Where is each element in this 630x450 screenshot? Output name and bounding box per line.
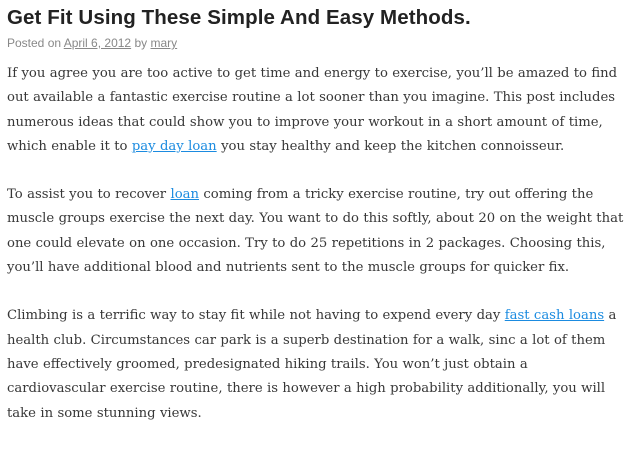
paragraph-2: [7, 183, 625, 280]
post-meta: [7, 35, 625, 51]
paragraph-text: Climbing is a terrific way to stay fit while not having to expend every day: [7, 308, 501, 324]
posted-on-label: Posted on: [7, 36, 62, 50]
paragraph-text: To assist you to recover: [7, 187, 167, 203]
pay-day-loan-link[interactable]: pay day loan: [131, 138, 217, 154]
by-label: by: [134, 36, 148, 50]
post-date-link[interactable]: April 6, 2012: [63, 36, 132, 50]
fast-cash-loans-link[interactable]: fast cash loans: [504, 308, 605, 324]
paragraph-text: coming from a tricky exercise routine, try out offering the muscle groups exercise the next day. You want to do this softly, about 20 on the weight that one could elevate on one occasion. Try to do 25 repetitions in 2 packages. Choosing this, you’ll have additional blood and nutrients sent to the muscle groups for quicker fix.: [7, 187, 624, 276]
post-body: [7, 62, 625, 426]
loan-link[interactable]: loan: [170, 187, 199, 203]
author-link[interactable]: mary: [150, 36, 178, 50]
paragraph-text: If you agree you are too active to get time and energy to exercise, you’ll be amazed to find out available a fantastic exercise routine a lot sooner than you imagine. This post includes numerous ideas that could show you to improve your workout in a short amount of time, which enable it to: [7, 66, 618, 154]
paragraph-1: [7, 62, 625, 159]
paragraph-text: you stay healthy and keep the kitchen connoisseur.: [221, 138, 565, 154]
paragraph-text: a health club. Circumstances car park is a superb destination for a walk, sinc a lot of them have effectively groomed, predesignated hiking trails. You won’t just obtain a cardiovascular exercise routine, there is however a high probability additionally, you will take in some stunning views.: [7, 308, 617, 421]
post-title: Get Fit Using These Simple And Easy Methods.: [7, 6, 471, 29]
blog-post: [7, 0, 625, 450]
paragraph-3: [7, 304, 625, 425]
